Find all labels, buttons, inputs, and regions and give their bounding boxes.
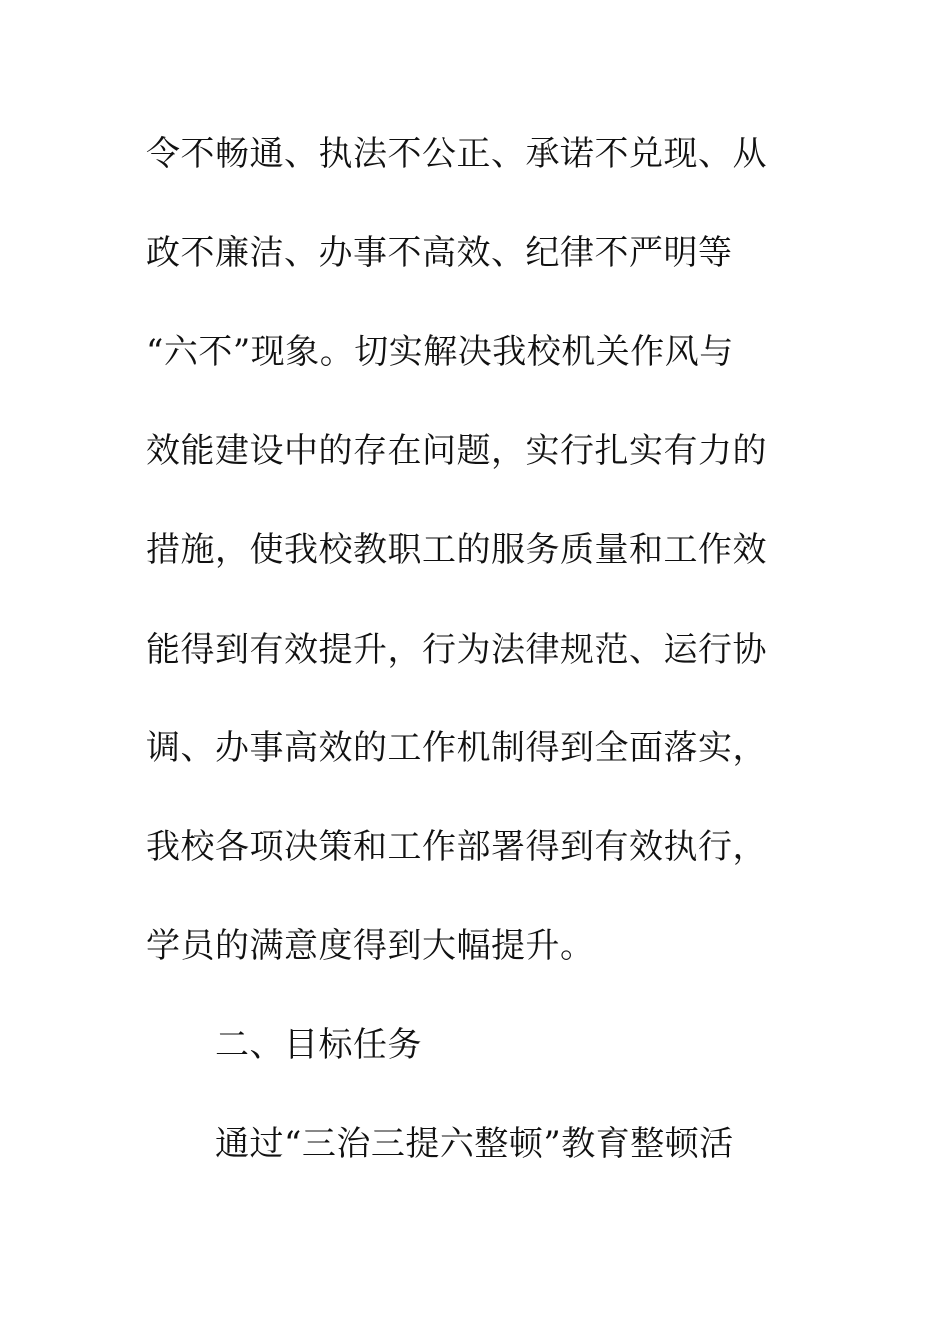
paragraph-line: 令不畅通、执法不公正、承诺不兑现、从 [146, 134, 767, 174]
paragraph-line: 我校各项决策和工作部署得到有效执行， [146, 827, 767, 867]
paragraph-line: 政不廉洁、办事不高效、纪律不严明等 [146, 233, 733, 273]
paragraph-line: “六不”现象。切实解决我校机关作风与 [146, 332, 734, 372]
paragraph-line: 学员的满意度得到大幅提升。 [146, 926, 595, 966]
paragraph-line: 效能建设中的存在问题，实行扎实有力的 [146, 431, 767, 471]
section-heading: 二、目标任务 [215, 1025, 422, 1065]
paragraph-line: 措施，使我校教职工的服务质量和工作效 [146, 530, 767, 570]
paragraph-line: 调、办事高效的工作机制得到全面落实， [146, 728, 767, 768]
paragraph-line: 能得到有效提升，行为法律规范、运行协 [146, 630, 767, 670]
section-paragraph-line: 通过“三治三提六整顿”教育整顿活 [215, 1124, 734, 1164]
